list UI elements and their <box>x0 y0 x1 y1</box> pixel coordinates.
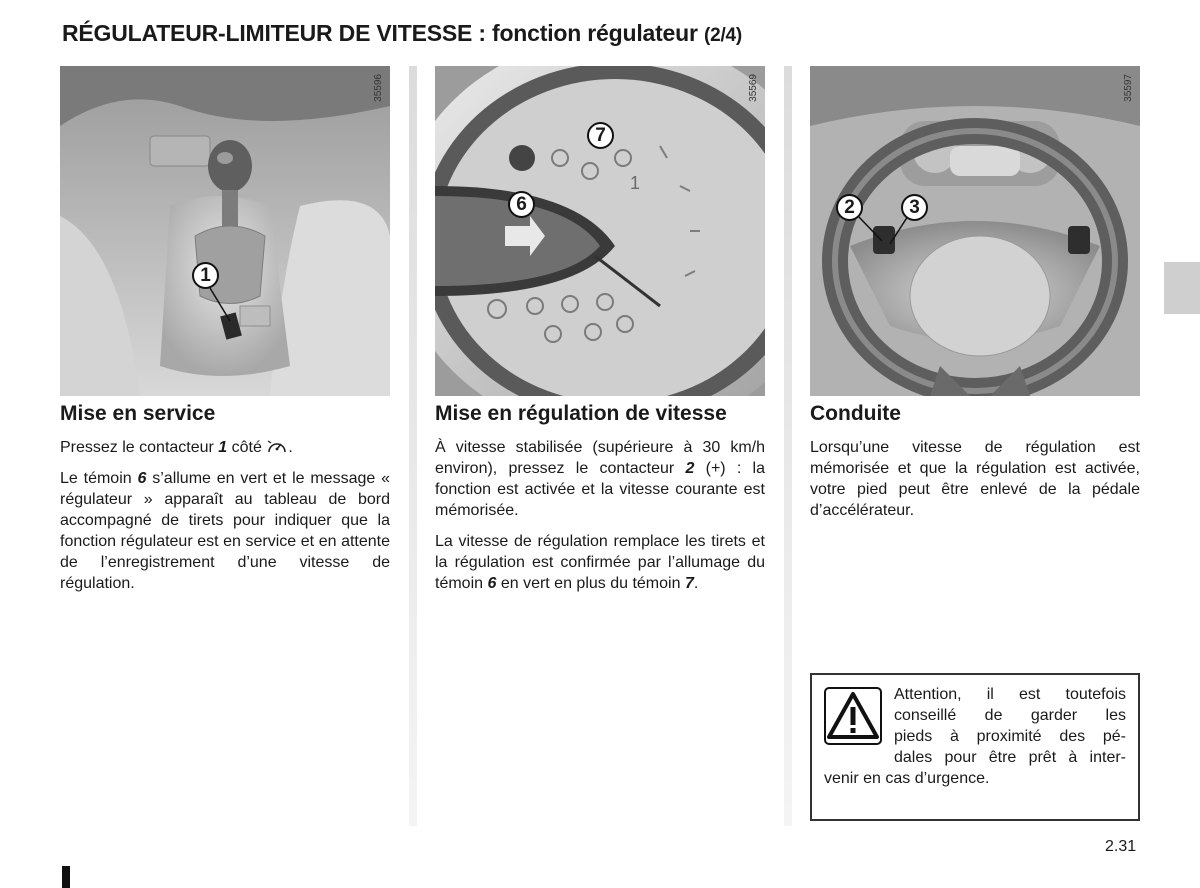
warning-line: pieds à proximité des pé- <box>894 728 1126 745</box>
warning-line: dales pour être prêt à inter- <box>894 749 1126 766</box>
photo-instrument-cluster <box>435 66 765 396</box>
image-ref-code: 35597 <box>1123 74 1134 102</box>
svg-text:1: 1 <box>630 173 641 193</box>
image-ref-code: 35596 <box>373 74 384 102</box>
paragraph: Pressez le contacteur 1 côté . <box>60 439 293 456</box>
page-title-main: RÉGULATEUR-LIMITEUR DE VITESSE : fonction régulateur <box>62 20 698 46</box>
photo-gear-lever <box>60 66 390 396</box>
paragraph: À vitesse stabilisée (supérieure à 30 km/h environ), pressez le contacteur 2 (+) : la fonction est activée et la vitesse courante est mémorisée. <box>435 439 766 519</box>
callout-2: 2 <box>836 194 863 221</box>
warning-line: Attention, il est toutefois <box>894 686 1126 703</box>
paragraph: Lorsqu’une vitesse de régulation est mémorisée et que la régulation est activée, votre pied peut être enlevé de la pédale d’accélérateur. <box>810 439 1140 519</box>
heading-conduite: Conduite <box>810 402 901 425</box>
column-1-text <box>60 437 390 604</box>
page-title-suffix: (2/4) <box>703 25 743 46</box>
heading-mise-en-regulation: Mise en régulation de vitesse <box>435 402 727 425</box>
photo-steering-wheel <box>810 66 1140 396</box>
callout-7: 7 <box>587 122 614 149</box>
chapter-tab <box>1164 262 1200 314</box>
column-2-text <box>435 437 765 604</box>
callout-3: 3 <box>901 194 928 221</box>
callout-1: 1 <box>192 262 219 289</box>
column-3-text <box>810 437 1140 531</box>
column-divider-2 <box>784 66 792 826</box>
warning-triangle-icon <box>824 687 882 745</box>
callout-6: 6 <box>508 191 535 218</box>
crop-mark <box>62 866 70 888</box>
paragraph: La vitesse de régulation remplace les tirets et la régulation est confirmée par l’allumage du témoin 6 en vert en plus du témoin 7. <box>435 533 765 592</box>
image-ref-code: 35569 <box>748 74 759 102</box>
heading-mise-en-service: Mise en service <box>60 402 216 425</box>
warning-line: conseillé de garder les <box>894 707 1126 724</box>
warning-line: venir en cas d’urgence. <box>824 770 990 787</box>
paragraph: Le témoin 6 s’allume en vert et le message « régulateur » apparaît au tableau de bord accompagné de tirets pour indiquer que la fonction régulateur est en service et en attente de l’enregistrement d’une vitesse de régulation. <box>60 470 391 592</box>
page-number: 2.31 <box>1105 838 1137 855</box>
warning-box <box>810 673 1140 821</box>
speed-regulator-icon <box>266 437 288 455</box>
column-divider-1 <box>409 66 417 826</box>
page-title <box>62 20 742 47</box>
